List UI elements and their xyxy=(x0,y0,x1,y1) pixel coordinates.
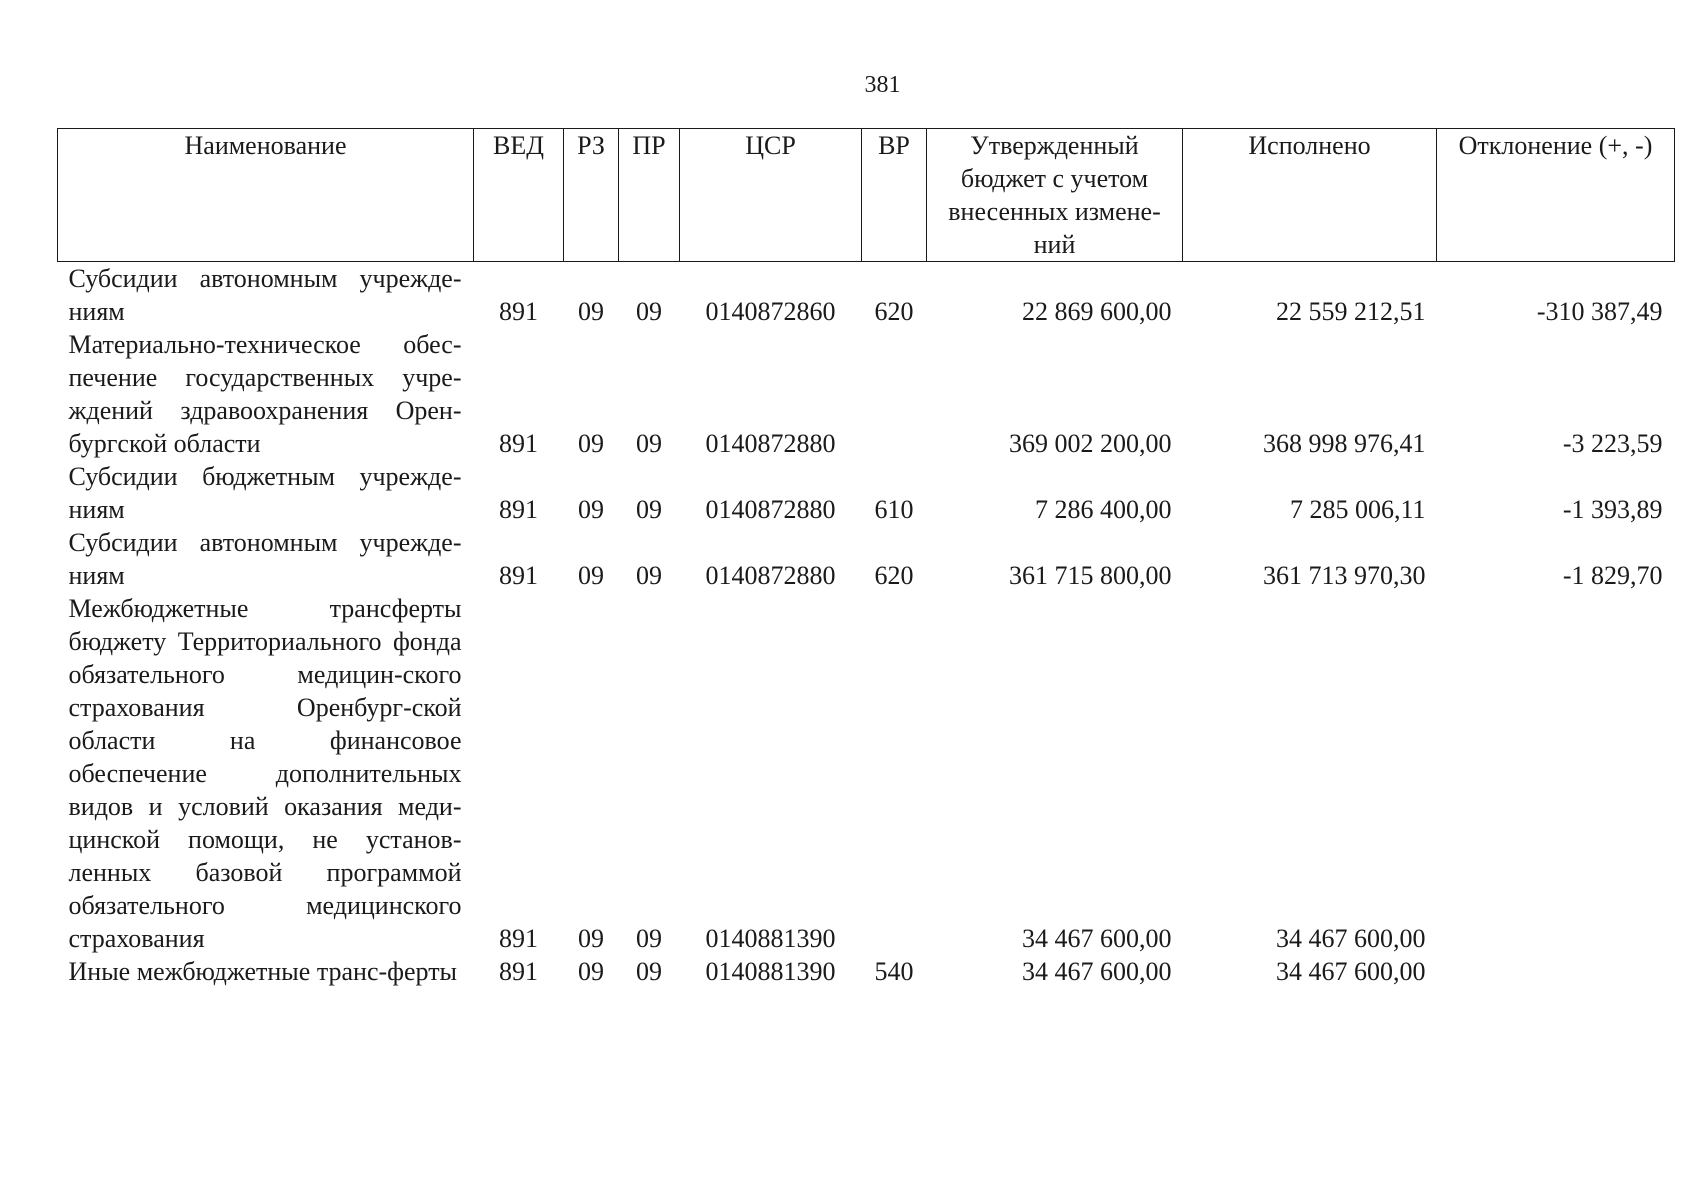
row-name: Материально-техническое обес-печение государственных учре-ждений здравоохранения Орен-бургской области xyxy=(68,330,462,458)
row-vr xyxy=(862,328,927,460)
header-approved: Утвержденный бюджет с учетом внесенных измене-ний xyxy=(927,129,1183,262)
row-deviation xyxy=(1437,592,1675,955)
page-number: 381 xyxy=(864,72,901,98)
row-executed: 34 467 600,00 xyxy=(1276,957,1426,986)
row-vr xyxy=(862,592,927,955)
header-row xyxy=(58,129,1675,262)
header-pr: ПР xyxy=(619,129,680,262)
header-deviation: Отклонение (+, -) xyxy=(1437,129,1675,262)
row-csr: 0140872860 xyxy=(705,297,836,326)
row-vr: 540 xyxy=(874,957,914,986)
row-name: Субсидии автономным учрежде-ниям xyxy=(68,264,462,326)
row-rz: 09 xyxy=(578,495,604,524)
row-rz: 09 xyxy=(578,924,604,953)
row-pr: 09 xyxy=(636,297,662,326)
row-name: Межбюджетные трансферты бюджету Территориального фонда обязательного медицин-ского страхования Оренбург-ской области на финансовое обеспечение дополнительных видов и условий оказания меди-цинской помощи, не установ-ленных базовой программой обязательного медицинского страхования xyxy=(68,594,462,953)
row-name: Иные межбюджетные транс-ферты xyxy=(68,957,458,986)
row-vr: 620 xyxy=(874,561,914,590)
row-approved: 7 286 400,00 xyxy=(1035,495,1172,524)
row-deviation: -1 829,70 xyxy=(1562,561,1663,590)
row-ved: 891 xyxy=(499,495,538,524)
row-ved: 891 xyxy=(499,429,538,458)
row-pr: 09 xyxy=(636,957,662,986)
row-ved: 891 xyxy=(499,561,538,590)
row-csr: 0140872880 xyxy=(705,495,836,524)
header-rz: РЗ xyxy=(564,129,619,262)
row-approved: 369 002 200,00 xyxy=(1009,429,1172,458)
row-pr: 09 xyxy=(636,495,662,524)
row-approved: 361 715 800,00 xyxy=(1009,561,1172,590)
row-deviation: -310 387,49 xyxy=(1536,297,1663,326)
row-executed: 368 998 976,41 xyxy=(1263,429,1426,458)
row-csr: 0140881390 xyxy=(705,957,836,986)
row-rz: 09 xyxy=(578,957,604,986)
budget-table xyxy=(57,128,1675,988)
row-executed: 7 285 006,11 xyxy=(1289,495,1426,524)
header-ved: ВЕД xyxy=(474,129,564,262)
row-deviation xyxy=(1437,955,1675,988)
row-vr: 610 xyxy=(874,495,914,524)
row-approved: 34 467 600,00 xyxy=(1022,957,1172,986)
header-name: Наименование xyxy=(58,129,474,262)
header-vr: ВР xyxy=(862,129,927,262)
header-csr: ЦСР xyxy=(680,129,862,262)
row-executed: 34 467 600,00 xyxy=(1276,924,1426,953)
row-deviation: -1 393,89 xyxy=(1562,495,1663,524)
row-rz: 09 xyxy=(578,429,604,458)
table-row xyxy=(58,592,1675,955)
row-executed: 22 559 212,51 xyxy=(1276,297,1426,326)
table-row xyxy=(58,328,1675,460)
row-approved: 34 467 600,00 xyxy=(1022,924,1172,953)
row-vr: 620 xyxy=(874,297,914,326)
row-pr: 09 xyxy=(636,561,662,590)
row-rz: 09 xyxy=(578,297,604,326)
table-row xyxy=(58,460,1675,526)
row-csr: 0140872880 xyxy=(705,561,836,590)
table-row xyxy=(58,955,1675,988)
row-ved: 891 xyxy=(499,924,538,953)
row-name: Субсидии бюджетным учрежде-ниям xyxy=(68,462,462,524)
row-deviation: -3 223,59 xyxy=(1562,429,1663,458)
row-name: Субсидии автономным учрежде-ниям xyxy=(68,528,462,590)
row-pr: 09 xyxy=(636,924,662,953)
table-row xyxy=(58,526,1675,592)
row-ved: 891 xyxy=(499,297,538,326)
table-row xyxy=(58,262,1675,329)
row-executed: 361 713 970,30 xyxy=(1263,561,1426,590)
row-ved: 891 xyxy=(499,957,538,986)
row-csr: 0140881390 xyxy=(705,924,836,953)
header-executed: Исполнено xyxy=(1183,129,1437,262)
row-pr: 09 xyxy=(636,429,662,458)
row-csr: 0140872880 xyxy=(705,429,836,458)
row-approved: 22 869 600,00 xyxy=(1022,297,1172,326)
row-rz: 09 xyxy=(578,561,604,590)
